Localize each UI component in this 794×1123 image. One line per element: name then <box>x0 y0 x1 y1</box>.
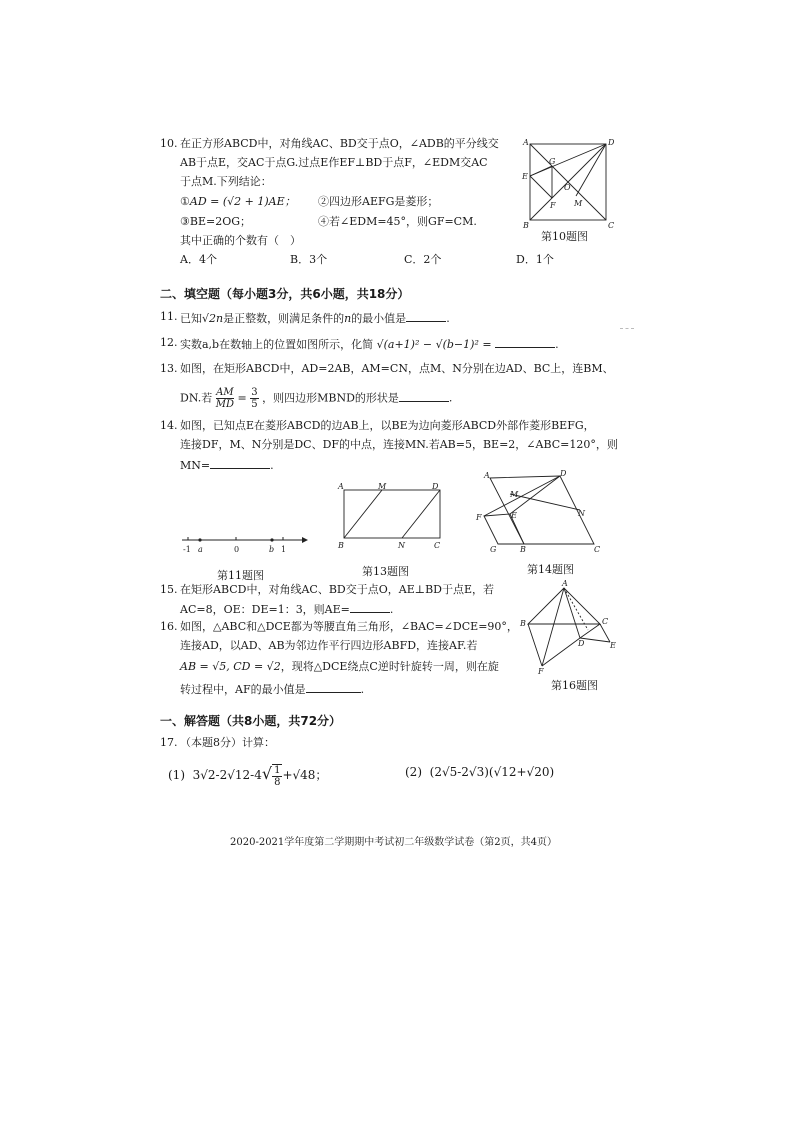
q15-answer-blank[interactable] <box>350 601 390 613</box>
figure-13 <box>336 480 446 552</box>
q10-question: 其中正确的个数有（ ） <box>180 234 301 247</box>
q15-number: 15. <box>160 583 178 596</box>
fig10-label-c: C <box>608 221 615 230</box>
fig13-label-a: A <box>338 482 344 491</box>
q12-number: 12. <box>160 336 178 349</box>
page-footer: 2020-2021学年度第二学期期中考试初二年级数学试卷（第2页，共4页） <box>230 837 558 848</box>
q15-line2: AC=8，OE：DE=1：3，则AE= . <box>180 603 394 616</box>
fig13-label-n: N <box>398 541 405 550</box>
figure-14 <box>472 470 607 555</box>
q16-line4: 转过程中，AF的最小值是 . <box>180 683 365 696</box>
q11-radical: √2n <box>202 312 224 325</box>
q13-line1: 如图，在矩形ABCD中，AD=2AB，AM=CN，点M、N分别在边AD、BC上，连BM、 <box>180 362 614 375</box>
q17-heading: （本题8分）计算： <box>180 736 275 749</box>
fig10-label-f: F <box>550 201 556 210</box>
section-3-title: 一、解答题（共8小题，共72分） <box>160 714 342 728</box>
figure-11-caption: 第11题图 <box>217 569 264 582</box>
q17-part-1-fraction: $\frac{1}{8}$ <box>274 764 281 788</box>
q15-line1: 在矩形ABCD中，对角线AC、BD交于点O，AE⊥BD于点E，若 <box>180 583 494 596</box>
scan-mark <box>620 328 634 329</box>
fig14-label-m: M <box>510 490 519 499</box>
q17-part-2: (2) (2√5-2√3)(√12+√20) <box>405 765 555 779</box>
fig14-label-f: F <box>476 513 482 522</box>
q10-choice-1: ①AD = (√2 + 1)AE； <box>180 195 296 208</box>
q10-option-a: A．4个 <box>180 253 217 266</box>
fig14-label-e: E <box>511 511 517 520</box>
figure-10-caption: 第10题图 <box>541 230 588 243</box>
q10-option-b: B．3个 <box>290 253 328 266</box>
q13-number: 13. <box>160 362 178 375</box>
numberline-label-a: a <box>198 545 203 554</box>
q16-line2: 连接AD，以AD、AB为邻边作平行四边形ABFD，连接AF.若 <box>180 639 478 652</box>
q16-answer-blank[interactable] <box>306 681 361 693</box>
fig16-label-d: D <box>578 639 585 648</box>
fig16-label-e: E <box>610 641 616 650</box>
section-2-title: 二、填空题（每小题3分，共6小题，共18分） <box>160 287 410 301</box>
figure-10 <box>522 138 615 230</box>
q12-text: 实数a,b在数轴上的位置如图所示，化简 √(a+1)² − √(b−1)² = . <box>180 338 559 351</box>
q16-given-values: AB = √5, CD = √2 <box>180 660 281 673</box>
numberline-label-1: 1 <box>281 545 287 554</box>
q14-answer-blank[interactable] <box>210 457 270 469</box>
fig10-label-e: E <box>522 172 528 181</box>
q12-expression: √(a+1)² − √(b−1)² = <box>376 338 492 351</box>
q10-number: 10. <box>160 137 178 150</box>
fig16-label-c: C <box>602 617 609 626</box>
q14-line3: MN= . <box>180 459 274 472</box>
figure-16 <box>518 580 618 676</box>
fig14-label-a: A <box>484 471 490 480</box>
q11-text: 已知√2n是正整数，则满足条件的n的最小值是 . <box>180 312 450 325</box>
q14-line2: 连接DF，M、N分别是DC、DF的中点，连接MN.若AB=5，BE=2，∠ABC=120°，则 <box>180 438 618 451</box>
fig13-label-d: D <box>432 482 439 491</box>
q16-line3: AB = √5, CD = √2，现将△DCE绕点C逆时针旋转一周，则在旋 <box>180 660 499 673</box>
q17-part-1: (1) 3√2-2√12-4√ $\frac{1}{8}$ +√48； <box>168 764 328 788</box>
q10-choice-4: ④若∠EDM=45°，则GF=CM. <box>318 215 477 228</box>
q10-line3: 于点M.下列结论： <box>180 175 272 188</box>
fig13-label-c: C <box>434 541 441 550</box>
fig16-label-f: F <box>538 667 544 676</box>
fig13-label-b: B <box>338 541 344 550</box>
q11-answer-blank[interactable] <box>406 310 446 322</box>
fig14-label-c: C <box>594 545 601 554</box>
q12-answer-blank[interactable] <box>495 336 555 348</box>
q10-choice-2: ②四边形AEFG是菱形； <box>318 195 439 208</box>
q16-number: 16. <box>160 620 178 633</box>
q14-line1: 如图，已知点E在菱形ABCD的边AB上，以BE为边向菱形ABCD外部作菱形BEFG， <box>180 419 595 432</box>
fig10-label-o: O <box>564 183 571 192</box>
figure-14-caption: 第14题图 <box>527 563 574 576</box>
fig13-label-m: M <box>378 482 387 491</box>
q17-number: 17. <box>160 736 178 749</box>
q16-line1: 如图，△ABC和△DCE都为等腰直角三角形，∠BAC=∠DCE=90°， <box>180 620 518 633</box>
fig10-label-g: G <box>549 157 556 166</box>
fig14-label-g: G <box>490 545 497 554</box>
fig16-label-a: A <box>562 579 568 588</box>
figure-13-caption: 第13题图 <box>362 565 409 578</box>
q13-ratio-value: $\frac{3}{5}$ <box>251 387 258 410</box>
q17-part-2-expression: (2√5-2√3)(√12+√20) <box>429 765 555 779</box>
q10-choice-3: ③BE=2OG； <box>180 215 251 228</box>
fig10-label-d: D <box>608 138 615 147</box>
q13-line2: DN.若 $\frac{AM}{MD}$ = $\frac{3}{5}$ ，则四边形MBND的形状是 . <box>180 387 453 410</box>
fig14-label-d: D <box>560 469 567 478</box>
fig10-label-a: A <box>523 138 529 147</box>
q10-line2: AB于点E，交AC于点G.过点E作EF⊥BD于点F，∠EDM交AC <box>180 156 488 169</box>
q10-option-c: C．2个 <box>404 253 442 266</box>
numberline-label-b: b <box>269 545 275 554</box>
fig10-label-m: M <box>574 199 583 208</box>
q11-number: 11. <box>160 310 178 323</box>
q13-answer-blank[interactable] <box>399 390 449 402</box>
numberline-label-0: 0 <box>234 545 240 554</box>
figure-16-caption: 第16题图 <box>551 679 598 692</box>
q11-var-n: n <box>344 312 352 325</box>
fig10-label-b: B <box>523 221 529 230</box>
q14-number: 14. <box>160 419 178 432</box>
q10-line1: 在正方形ABCD中，对角线AC、BD交于点O，∠ADB的平分线交 <box>180 137 499 150</box>
q10-choice-1-math: AD = (√2 + 1)AE； <box>189 195 296 208</box>
numberline-label-neg1: -1 <box>183 545 191 554</box>
q10-option-d: D．1个 <box>516 253 554 266</box>
q13-ratio: $\frac{AM}{MD}$ <box>215 387 235 410</box>
fig16-label-b: B <box>520 619 526 628</box>
figure-11-number-line <box>180 528 310 558</box>
fig14-label-b: B <box>520 545 526 554</box>
fig14-label-n: N <box>578 509 585 518</box>
